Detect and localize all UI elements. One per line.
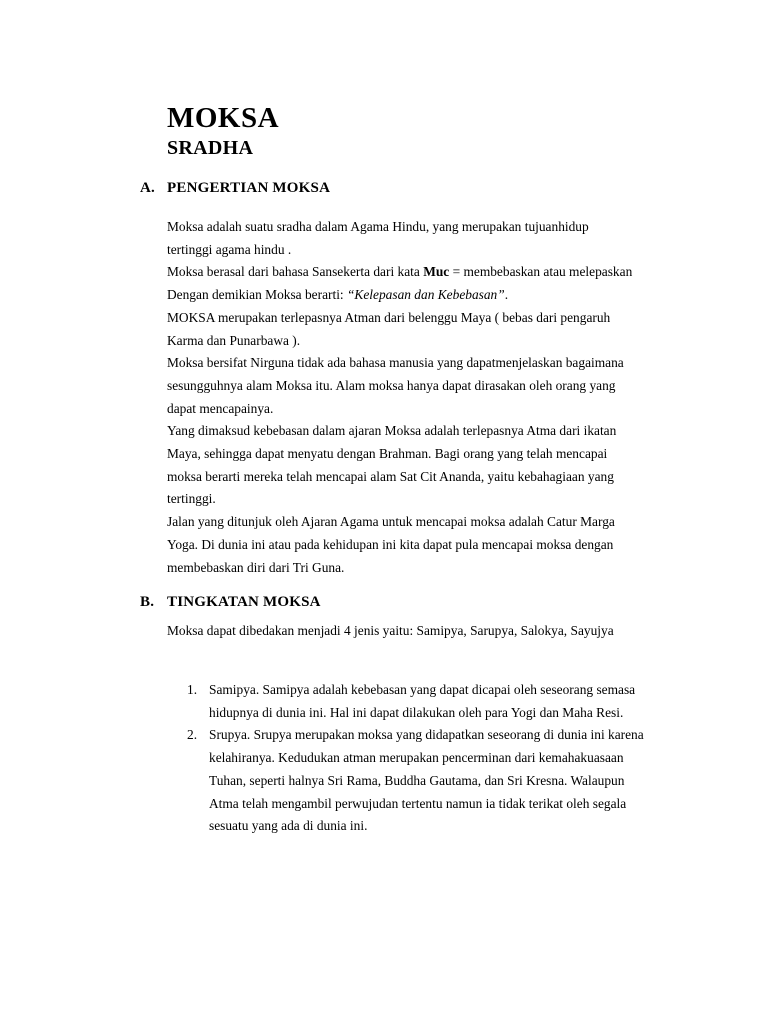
p2-bold-term: Muc: [423, 264, 450, 280]
section-a-paragraph-1: Moksa adalah suatu sradha dalam Agama Hindu, yang merupakan tujuanhidup tertinggi agama hindu .: [167, 219, 589, 257]
list-item-number: 1.: [187, 682, 198, 697]
section-a-paragraph-2: [167, 261, 637, 306]
list-item-text: Srupya. Srupya merupakan moksa yang didapatkan seseorang di dunia ini karena kelahiranya. Kedudukan atman merupakan pencerminan dari kemahakuasaan Tuhan, seperti halnya Sri Rama, Buddha Gautama, dan Sri Kresna. Walaupun Atma telah mengambil perwujudan tertentu namun ia tidak terikat oleh segala sesuatu yang ada di dunia ini.: [209, 727, 644, 834]
moksa-types-list: [187, 679, 647, 838]
section-a-body: [167, 216, 637, 579]
p2-text-middle: = membebaskan atau melepaskan Dengan demikian Moksa berarti:: [167, 264, 633, 303]
section-a-title: PENGERTIAN MOKSA: [167, 180, 331, 196]
section-a-paragraph-6: Jalan yang ditunjuk oleh Ajaran Agama untuk mencapai moksa adalah Catur Marga Yoga. Di dunia ini atau pada kehidupan ini kita dapat pula mencapai moksa dengan membebaskan diri dari Tri Guna.: [167, 514, 615, 575]
section-a-letter: A.: [140, 180, 155, 196]
section-b-heading: [140, 592, 321, 612]
section-a-paragraph-3: MOKSA merupakan terlepasnya Atman dari belenggu Maya ( bebas dari pengaruh Karma dan Punarbawa ).: [167, 309, 611, 348]
section-b-intro: Moksa dapat dibedakan menjadi 4 jenis yaitu: Samipya, Sarupya, Salokya, Sayujya: [167, 623, 614, 638]
section-b-body: [167, 620, 637, 643]
section-b-letter: B.: [140, 594, 155, 610]
section-a-paragraph-4: Moksa bersifat Nirguna tidak ada bahasa manusia yang dapatmenjelaskan bagaimana sesungguhnya alam Moksa itu. Alam moksa hanya dapat dirasakan oleh orang yang dapat mencapainya.: [167, 355, 624, 416]
p2-text-before: Moksa berasal dari bahasa Sansekerta dari kata: [167, 264, 424, 280]
section-a-heading: [140, 178, 330, 198]
p2-text-after: .: [504, 287, 509, 303]
list-item-text: Samipya. Samipya adalah kebebasan yang dapat dicapai oleh seseorang semasa hidupnya di dunia ini. Hal ini dapat dilakukan oleh para Yogi dan Maha Resi.: [209, 682, 636, 720]
p2-italic-term: “Kelepasan dan Kebebasan”: [346, 287, 505, 303]
document-title: MOKSA: [167, 102, 280, 134]
section-a-paragraph-5: Yang dimaksud kebebasan dalam ajaran Moksa adalah terlepasnya Atma dari ikatan Maya, sehingga dapat menyatu dengan Brahman. Bagi orang yang telah mencapai moksa berarti mereka telah mencapai alam Sat Cit Ananda, yaitu kebahagiaan yang tertinggi.: [167, 423, 617, 507]
list-item: [187, 679, 647, 724]
document-subtitle: SRADHA: [167, 137, 254, 159]
list-item: [187, 724, 647, 838]
list-item-number: 2.: [187, 727, 198, 743]
section-b-title: TINGKATAN MOKSA: [167, 594, 321, 610]
